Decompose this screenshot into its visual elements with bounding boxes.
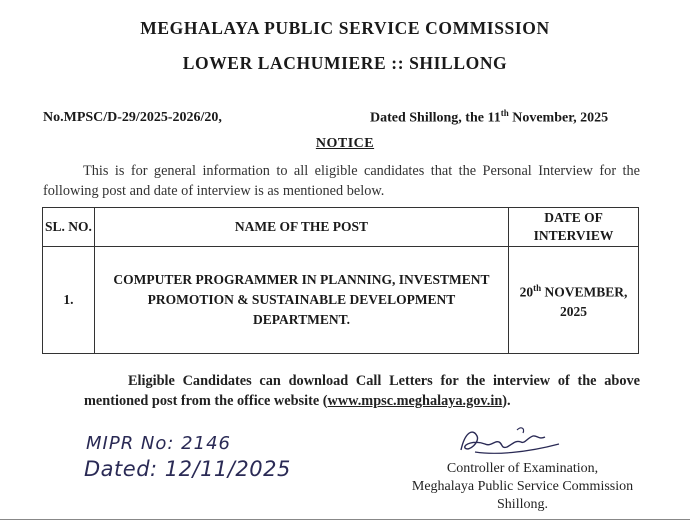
signatory-place: Shillong. (497, 497, 548, 512)
commission-address: LOWER LACHUMIERE :: SHILLONG (182, 53, 508, 73)
handwritten-mipr-number: MIPR No: 2146 (86, 433, 231, 454)
website-link[interactable]: www.mpsc.meghalaya.gov.in (327, 393, 503, 409)
notice-heading: NOTICE (315, 136, 375, 151)
download-instructions (84, 371, 640, 411)
signature-image (455, 422, 565, 460)
cell-date (509, 247, 639, 354)
handwritten-date: Dated: 12/11/2025 (84, 457, 291, 481)
dated-prefix: Dated Shillong, the 11 (370, 110, 501, 126)
cell-sl: 1. (43, 247, 95, 354)
header-post-name: NAME OF THE POST (94, 208, 508, 247)
header-date: DATE OF INTERVIEW (509, 208, 639, 247)
page-bottom-divider (0, 519, 690, 520)
table-header-row (43, 208, 639, 247)
signatory-title: Controller of Examination, (446, 461, 599, 476)
interview-table (42, 207, 639, 354)
notice-body: This is for general information to all eligible candidates that the Personal Interview for the following post and date of interview is as mentioned below. (43, 163, 640, 199)
footnote-text: Eligible Candidates can download Call Letters for the interview of the above mentioned post from the office website ( (84, 373, 640, 409)
footnote-end: ). (502, 393, 511, 409)
signatory-organization: Meghalaya Public Service Commission (411, 479, 634, 494)
table-row (43, 247, 639, 354)
cell-post: COMPUTER PROGRAMMER IN PLANNING, INVESTMENT PROMOTION & SUSTAINABLE DEVELOPMENT DEPARTMENT. (94, 247, 508, 354)
dated-sup: th (500, 108, 509, 118)
date-sup: th (533, 282, 542, 293)
header-sl-no: SL. NO. (43, 208, 95, 247)
date-day: 20 (519, 284, 534, 300)
dated-suffix: November, 2025 (508, 110, 609, 126)
dated-line (370, 108, 608, 127)
reference-number: No.MPSC/D-29/2025-2026/20, (43, 110, 222, 125)
commission-title: MEGHALAYA PUBLIC SERVICE COMMISSION (140, 18, 550, 38)
date-rest: NOVEMBER, 2025 (541, 284, 628, 320)
